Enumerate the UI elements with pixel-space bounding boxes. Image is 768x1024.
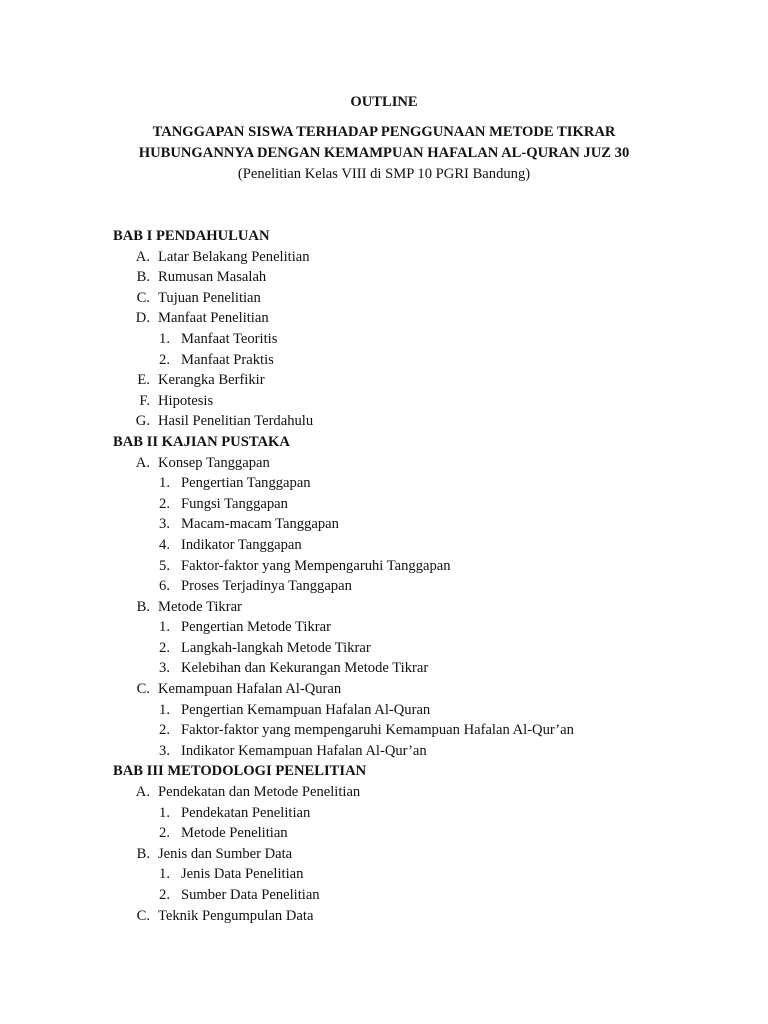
list-marker: 3. [159, 660, 170, 677]
list-marker: 1. [159, 804, 170, 821]
item-text: Jenis dan Sumber Data [158, 845, 293, 862]
list-marker: A. [135, 784, 150, 801]
item-text: Indikator Tanggapan [181, 536, 302, 553]
section-item [0, 370, 768, 391]
item-text: Pendekatan Penelitian [181, 804, 311, 821]
title-line-2: HUBUNGANNYA DENGAN KEMAMPUAN HAFALAN AL-QURAN JUZ 30 [138, 145, 630, 161]
outline-list [0, 226, 768, 926]
list-marker: G. [135, 413, 150, 430]
chapter-heading [0, 226, 768, 247]
subsection-item [0, 514, 768, 535]
item-text: Kemampuan Hafalan Al-Quran [158, 681, 342, 698]
subsection-item [0, 885, 768, 906]
list-marker: C. [136, 681, 150, 698]
list-marker: C. [136, 289, 150, 306]
title-line-1: TANGGAPAN SISWA TERHADAP PENGGUNAAN METODE TIKRAR [152, 124, 616, 140]
item-text: Tujuan Penelitian [158, 289, 261, 306]
list-marker: 5. [159, 557, 170, 574]
subsection-item [0, 864, 768, 885]
item-text: Manfaat Teoritis [181, 330, 278, 347]
section-item [0, 844, 768, 865]
item-text: BAB II KAJIAN PUSTAKA [113, 433, 290, 450]
item-text: Konsep Tanggapan [158, 454, 270, 471]
subsection-item [0, 576, 768, 597]
item-text: Proses Terjadinya Tanggapan [181, 578, 352, 595]
section-item [0, 288, 768, 309]
list-marker: 1. [159, 866, 170, 883]
list-marker: E. [137, 372, 150, 389]
list-marker: 2. [159, 639, 170, 656]
item-text: Kelebihan dan Kekurangan Metode Tikrar [181, 660, 429, 677]
list-marker: 6. [159, 578, 170, 595]
list-marker: B. [136, 269, 150, 286]
list-marker: A. [135, 454, 150, 471]
item-text: Jenis Data Penelitian [181, 866, 304, 883]
item-text: Faktor-faktor yang Mempengaruhi Tanggapan [181, 557, 451, 574]
item-text: BAB I PENDAHULUAN [113, 228, 270, 244]
item-text: Metode Penelitian [181, 825, 288, 842]
list-marker: D. [135, 310, 150, 327]
list-marker: 2. [159, 495, 170, 512]
section-item [0, 308, 768, 329]
item-text: Sumber Data Penelitian [181, 887, 320, 903]
subsection-item [0, 494, 768, 515]
subsection-item [0, 473, 768, 494]
subsection-item [0, 823, 768, 844]
item-text: Rumusan Masalah [158, 269, 267, 286]
item-text: Teknik Pengumpulan Data [158, 907, 314, 924]
section-item [0, 906, 768, 927]
list-marker: 3. [159, 742, 170, 759]
list-marker: F. [139, 392, 150, 409]
subsection-item [0, 350, 768, 371]
subsection-item [0, 803, 768, 824]
outline-heading: OUTLINE [350, 94, 418, 110]
item-text: Hipotesis [158, 392, 214, 409]
list-marker: B. [136, 845, 150, 862]
subsection-item [0, 617, 768, 638]
item-text: Pendekatan dan Metode Penelitian [158, 784, 361, 801]
section-item [0, 597, 768, 618]
item-text: Pengertian Kemampuan Hafalan Al-Quran [181, 701, 431, 718]
item-text: Latar Belakang Penelitian [158, 248, 310, 265]
item-text: Indikator Kemampuan Hafalan Al-Qur’an [181, 742, 427, 759]
item-text: Metode Tikrar [158, 598, 242, 615]
list-marker: 2. [159, 825, 170, 842]
list-marker: 1. [159, 701, 170, 718]
subsection-item [0, 700, 768, 721]
section-item [0, 679, 768, 700]
item-text: Manfaat Penelitian [158, 310, 269, 327]
section-item [0, 782, 768, 803]
list-marker: 3. [159, 516, 170, 533]
section-item [0, 453, 768, 474]
item-text: Langkah-langkah Metode Tikrar [181, 639, 371, 656]
item-text: Pengertian Tanggapan [181, 475, 311, 492]
subsection-item [0, 556, 768, 577]
item-text: Hasil Penelitian Terdahulu [158, 413, 314, 430]
subsection-item [0, 535, 768, 556]
section-item [0, 267, 768, 288]
subsection-item [0, 720, 768, 741]
list-marker: 2. [159, 887, 170, 903]
subsection-item [0, 741, 768, 762]
list-marker: 1. [159, 330, 170, 347]
subsection-item [0, 329, 768, 350]
subtitle: (Penelitian Kelas VIII di SMP 10 PGRI Bandung) [237, 166, 531, 182]
item-text: Kerangka Berfikir [158, 372, 265, 389]
list-marker: A. [135, 248, 150, 265]
item-text: Macam-macam Tanggapan [181, 516, 339, 533]
list-marker: 2. [159, 351, 170, 368]
item-text: BAB III METODOLOGI PENELITIAN [113, 763, 367, 780]
section-item [0, 247, 768, 268]
chapter-heading [0, 432, 768, 453]
section-item [0, 391, 768, 412]
item-text: Fungsi Tanggapan [181, 495, 288, 512]
subsection-item [0, 658, 768, 679]
list-marker: B. [136, 598, 150, 615]
section-item [0, 411, 768, 432]
list-marker: 1. [159, 619, 170, 636]
list-marker: C. [136, 907, 150, 924]
item-text: Pengertian Metode Tikrar [181, 619, 331, 636]
list-marker: 4. [159, 536, 170, 553]
subsection-item [0, 638, 768, 659]
list-marker: 1. [159, 475, 170, 492]
item-text: Faktor-faktor yang mempengaruhi Kemampuan Hafalan Al-Qur’an [181, 722, 574, 739]
chapter-heading [0, 761, 768, 782]
item-text: Manfaat Praktis [181, 351, 274, 368]
list-marker: 2. [159, 722, 170, 739]
